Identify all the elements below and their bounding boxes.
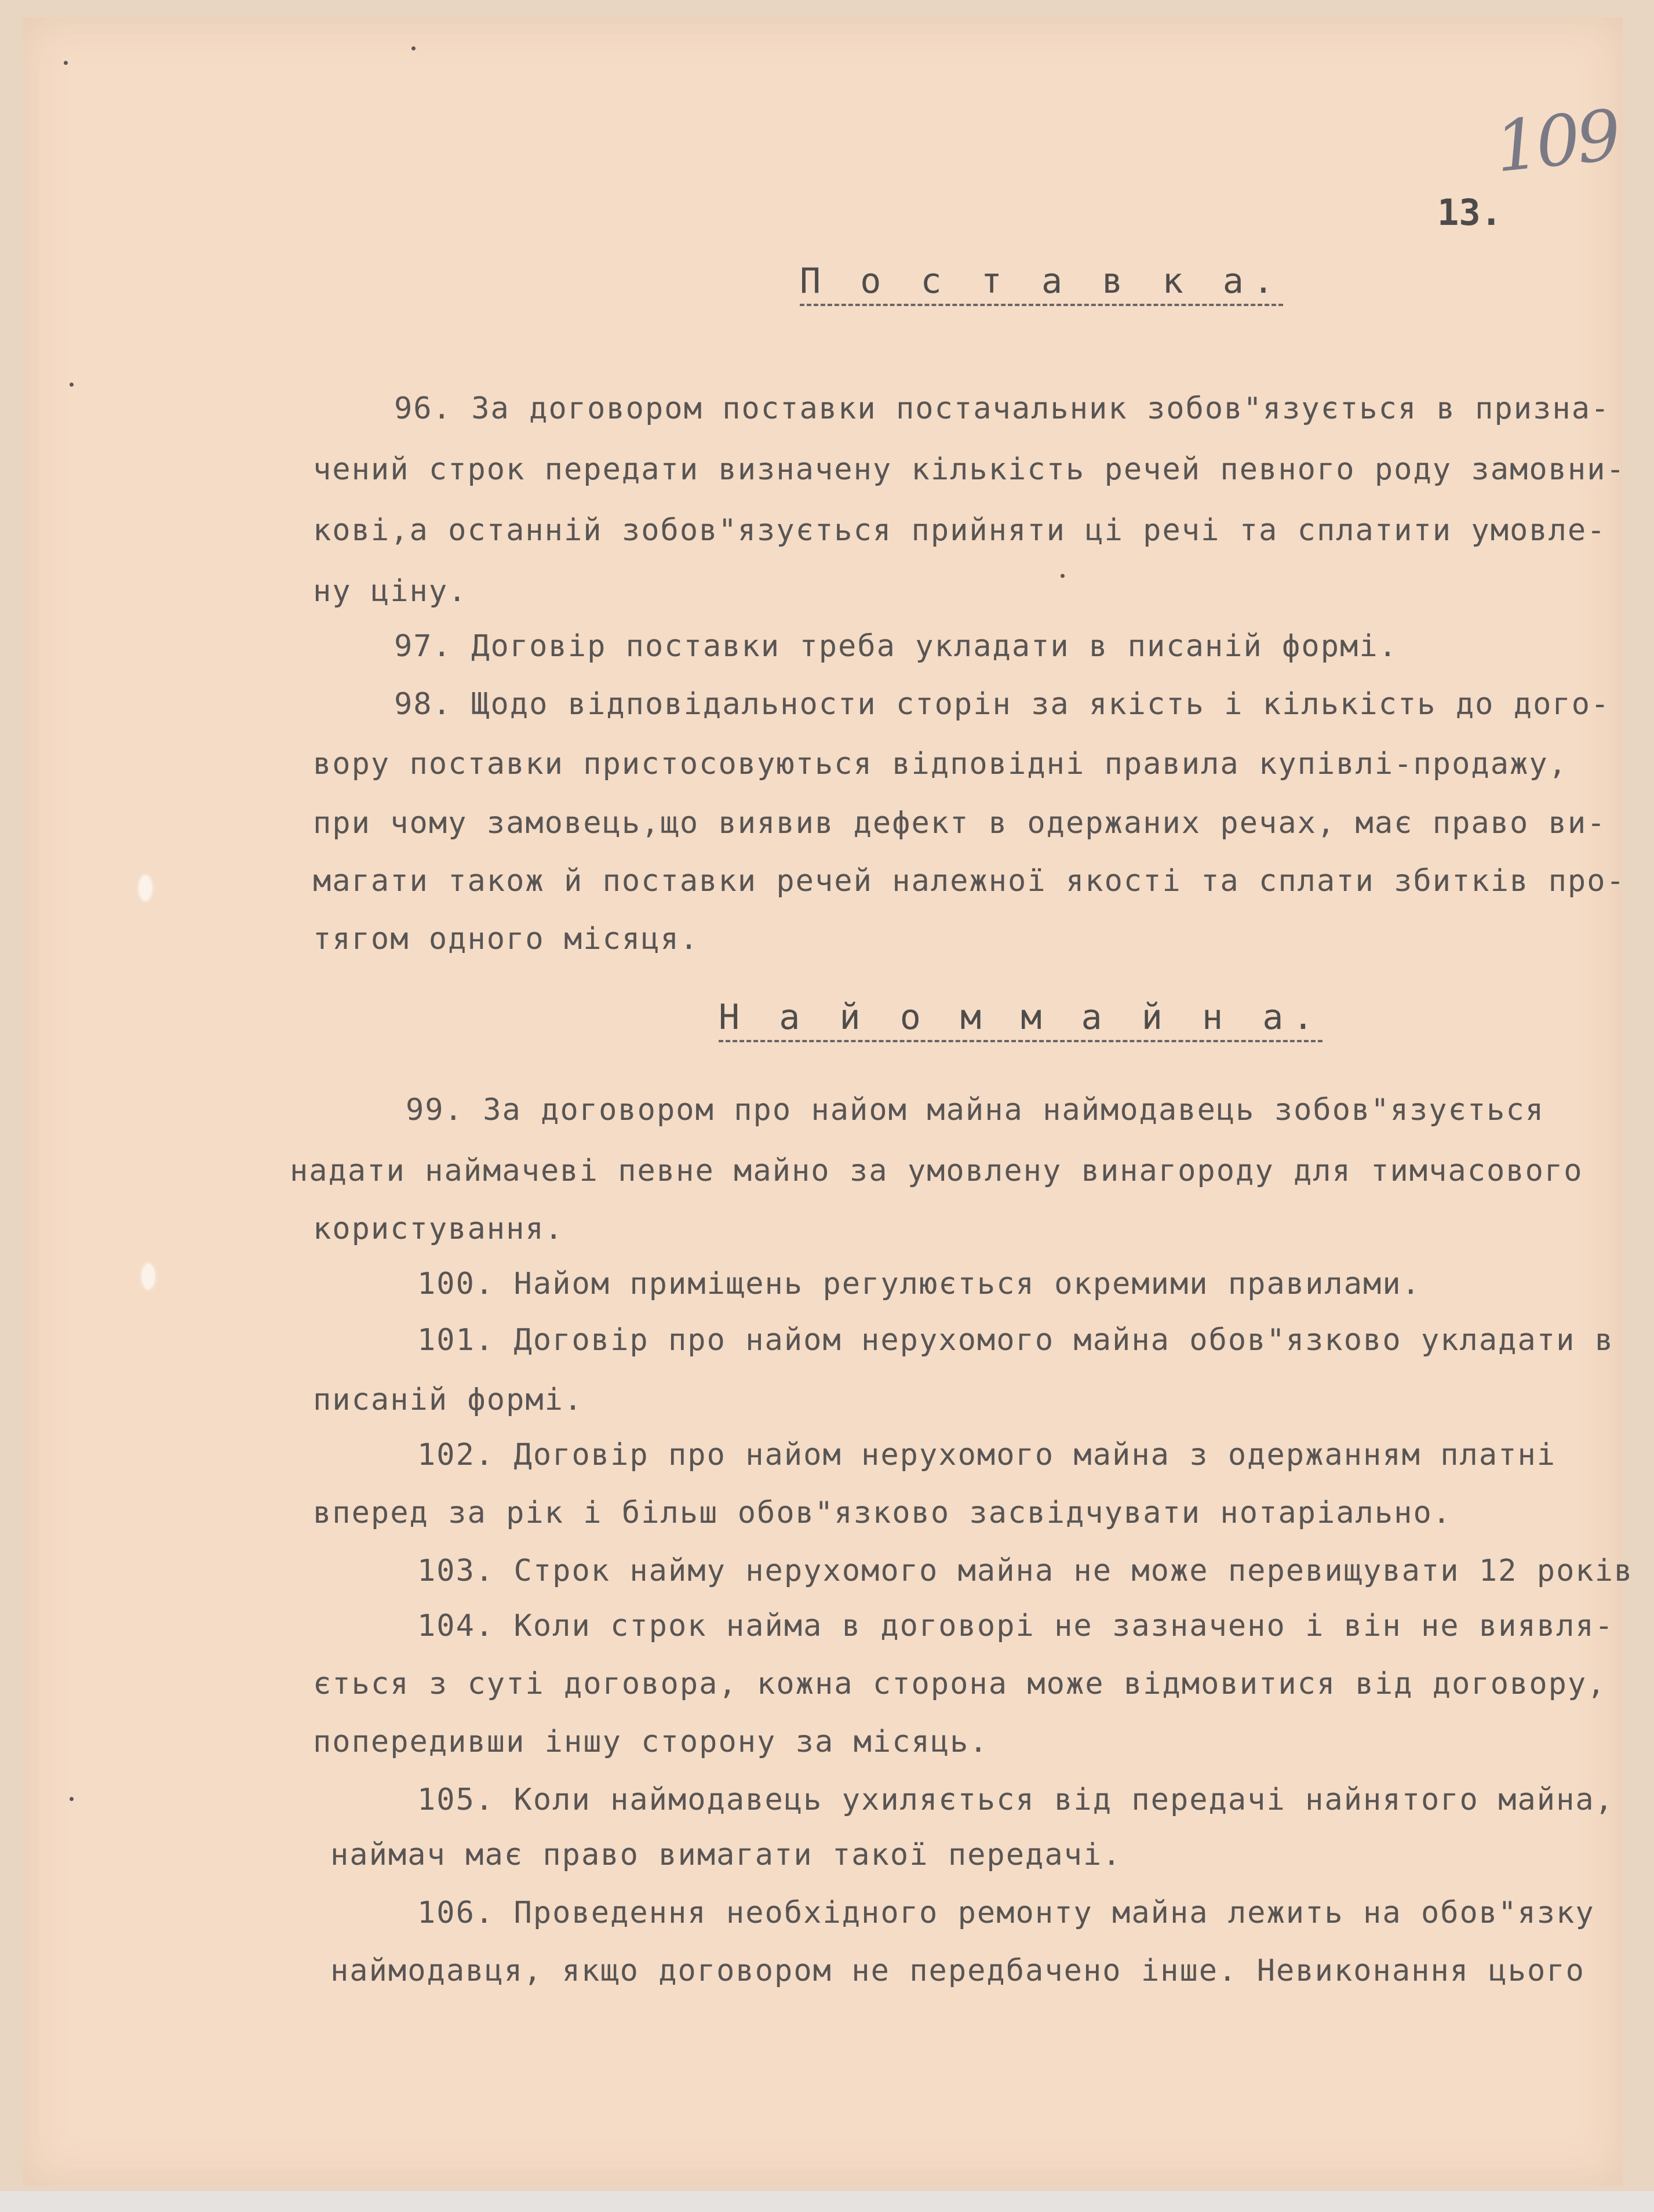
speck: [70, 383, 74, 387]
text-line: 104. Коли строк найма в договорі не зазначено і він не виявля-: [417, 1609, 1615, 1643]
text-line: наймодавця, якщо договором не передбачено інше. Невиконання цього: [330, 1953, 1585, 1988]
text-line: тягом одного місяця.: [313, 922, 700, 956]
text-line: наймач має право вимагати такої передачі.: [330, 1838, 1122, 1872]
text-line: вору поставки пристосовуються відповідні правила купівлі-продажу,: [313, 747, 1568, 781]
text-line: 99. За договором про найом майна наймодавець зобов"язується: [406, 1093, 1545, 1127]
text-line: 103. Строк найму нерухомого майна не може перевищувати 12 років: [417, 1554, 1634, 1588]
scan-border: [0, 2191, 1654, 2212]
speck: [64, 61, 68, 65]
text-line: магати також й поставки речей належної якості та сплати збитків про-: [313, 864, 1626, 898]
punch-hole: [142, 1264, 155, 1289]
text-line: 105. Коли наймодавець ухиляється від передачі найнятого майна,: [417, 1782, 1615, 1817]
section-heading-postavka: П о с т а в к а.: [800, 261, 1283, 306]
text-line: користування.: [313, 1211, 564, 1246]
text-line: 100. Найом приміщень регулюється окремими правилами.: [417, 1267, 1421, 1301]
text-line: надати наймачеві певне майно за умовлену винагороду для тимчасового: [290, 1154, 1583, 1188]
text-line: 98. Щодо відповідальности сторін за якість і кількість до дого-: [394, 687, 1611, 722]
text-line: вперед за рік і більш обов"язково засвідчувати нотаріально.: [313, 1496, 1452, 1530]
page-number: 13.: [1437, 191, 1502, 234]
speck: [70, 1797, 74, 1801]
speck: [1061, 574, 1065, 578]
text-line: 101. Договір про найом нерухомого майна обов"язково укладати в: [417, 1323, 1615, 1358]
text-line: попередивши іншу сторону за місяць.: [313, 1725, 989, 1759]
punch-hole: [139, 875, 152, 901]
speck: [411, 46, 416, 50]
text-line: кові,а останній зобов"язується прийняти ці речі та сплатити умовле-: [313, 513, 1606, 548]
text-line: ну ціну.: [313, 574, 468, 609]
archive-folio-number: 109: [1491, 95, 1622, 188]
text-line: 97. Договір поставки треба укладати в писаній формі.: [394, 629, 1398, 664]
document-page: [23, 17, 1634, 2185]
section-heading-naiom-maina: Н а й о м м а й н а.: [719, 997, 1323, 1042]
text-line: 106. Проведення необхідного ремонту майна лежить на обов"язку: [417, 1896, 1595, 1930]
text-line: писаній формі.: [313, 1382, 584, 1417]
text-line: 102. Договір про найом нерухомого майна з одержанням платні: [417, 1438, 1557, 1472]
text-line: чений строк передати визначену кількість речей певного роду замовни-: [313, 452, 1626, 487]
text-line: 96. За договором поставки постачальник зобов"язується в призна-: [394, 391, 1611, 426]
text-line: при чому замовець,що виявив дефект в одержаних речах, має право ви-: [313, 806, 1606, 841]
text-line: ється з суті договора, кожна сторона може відмовитися від договору,: [313, 1667, 1606, 1701]
